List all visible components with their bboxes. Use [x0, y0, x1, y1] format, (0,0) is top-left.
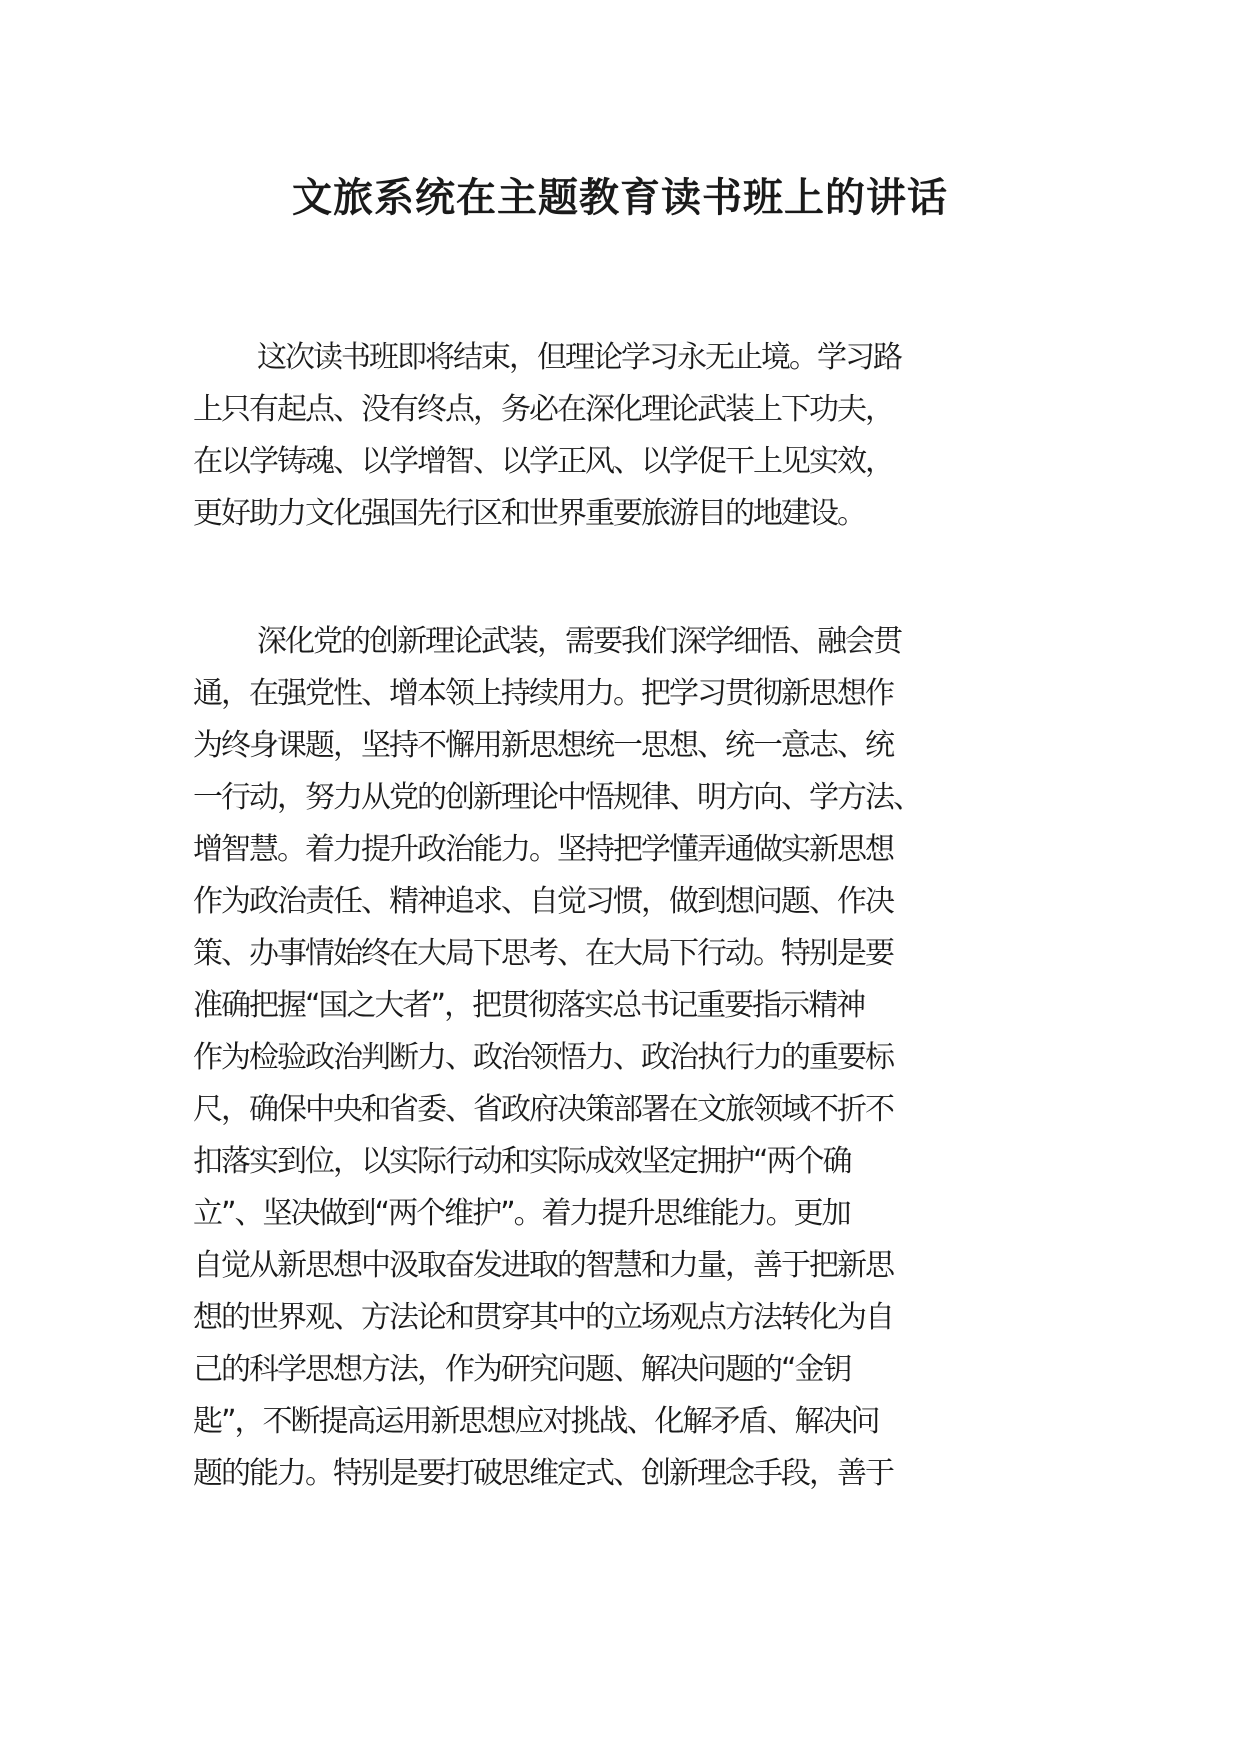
paragraph-line: 更好助力文化强国先行区和世界重要旅游目的地建设。 — [193, 496, 865, 531]
paragraph-line: 作为检验政治判断力、政治领悟力、政治执行力的重要标 — [193, 1040, 893, 1075]
paragraph-line: 一行动，努力从党的创新理论中悟规律、明方向、学方法、 — [193, 780, 921, 815]
paragraph-line: 题的能力。特别是要打破思维定式、创新理念手段，善于 — [193, 1456, 893, 1491]
paragraph-line: 策、办事情始终在大局下思考、在大局下行动。特别是要 — [193, 936, 893, 971]
paragraph-line: 上只有起点、没有终点，务必在深化理论武装上下功夫， — [193, 392, 893, 427]
paragraph-line: 为终身课题，坚持不懈用新思想统一思想、统一意志、统 — [193, 728, 893, 763]
paragraph-line: 匙”，不断提高运用新思想应对挑战、化解矛盾、解决问 — [193, 1404, 879, 1439]
paragraph-line: 这次读书班即将结束，但理论学习永无止境。学习路 — [257, 340, 901, 375]
paragraph-line: 通，在强党性、增本领上持续用力。把学习贯彻新思想作 — [193, 676, 893, 711]
paragraph-line: 扣落实到位，以实际行动和实际成效坚定拥护“两个确 — [193, 1144, 851, 1179]
paragraph-line: 深化党的创新理论武装，需要我们深学细悟、融会贯 — [257, 624, 901, 659]
paragraph-line: 己的科学思想方法，作为研究问题、解决问题的“金钥 — [193, 1352, 851, 1387]
paragraph-2 — [193, 616, 1093, 1500]
paragraph-1 — [193, 332, 1093, 540]
paragraph-line: 作为政治责任、精神追求、自觉习惯，做到想问题、作决 — [193, 884, 893, 919]
paragraph-line: 自觉从新思想中汲取奋发进取的智慧和力量，善于把新思 — [193, 1248, 893, 1283]
paragraph-line: 增智慧。着力提升政治能力。坚持把学懂弄通做实新思想 — [193, 832, 893, 867]
paragraph-line: 在以学铸魂、以学增智、以学正风、以学促干上见实效， — [193, 444, 893, 479]
document-title: 文旅系统在主题教育读书班上的讲话 — [292, 174, 948, 221]
paragraph-line: 立”、坚决做到“两个维护”。着力提升思维能力。更加 — [193, 1196, 850, 1231]
paragraph-line: 尺，确保中央和省委、省政府决策部署在文旅领域不折不 — [193, 1092, 893, 1127]
paragraph-line: 准确把握“国之大者”，把贯彻落实总书记重要指示精神 — [193, 988, 865, 1023]
paragraph-line: 想的世界观、方法论和贯穿其中的立场观点方法转化为自 — [193, 1300, 893, 1335]
